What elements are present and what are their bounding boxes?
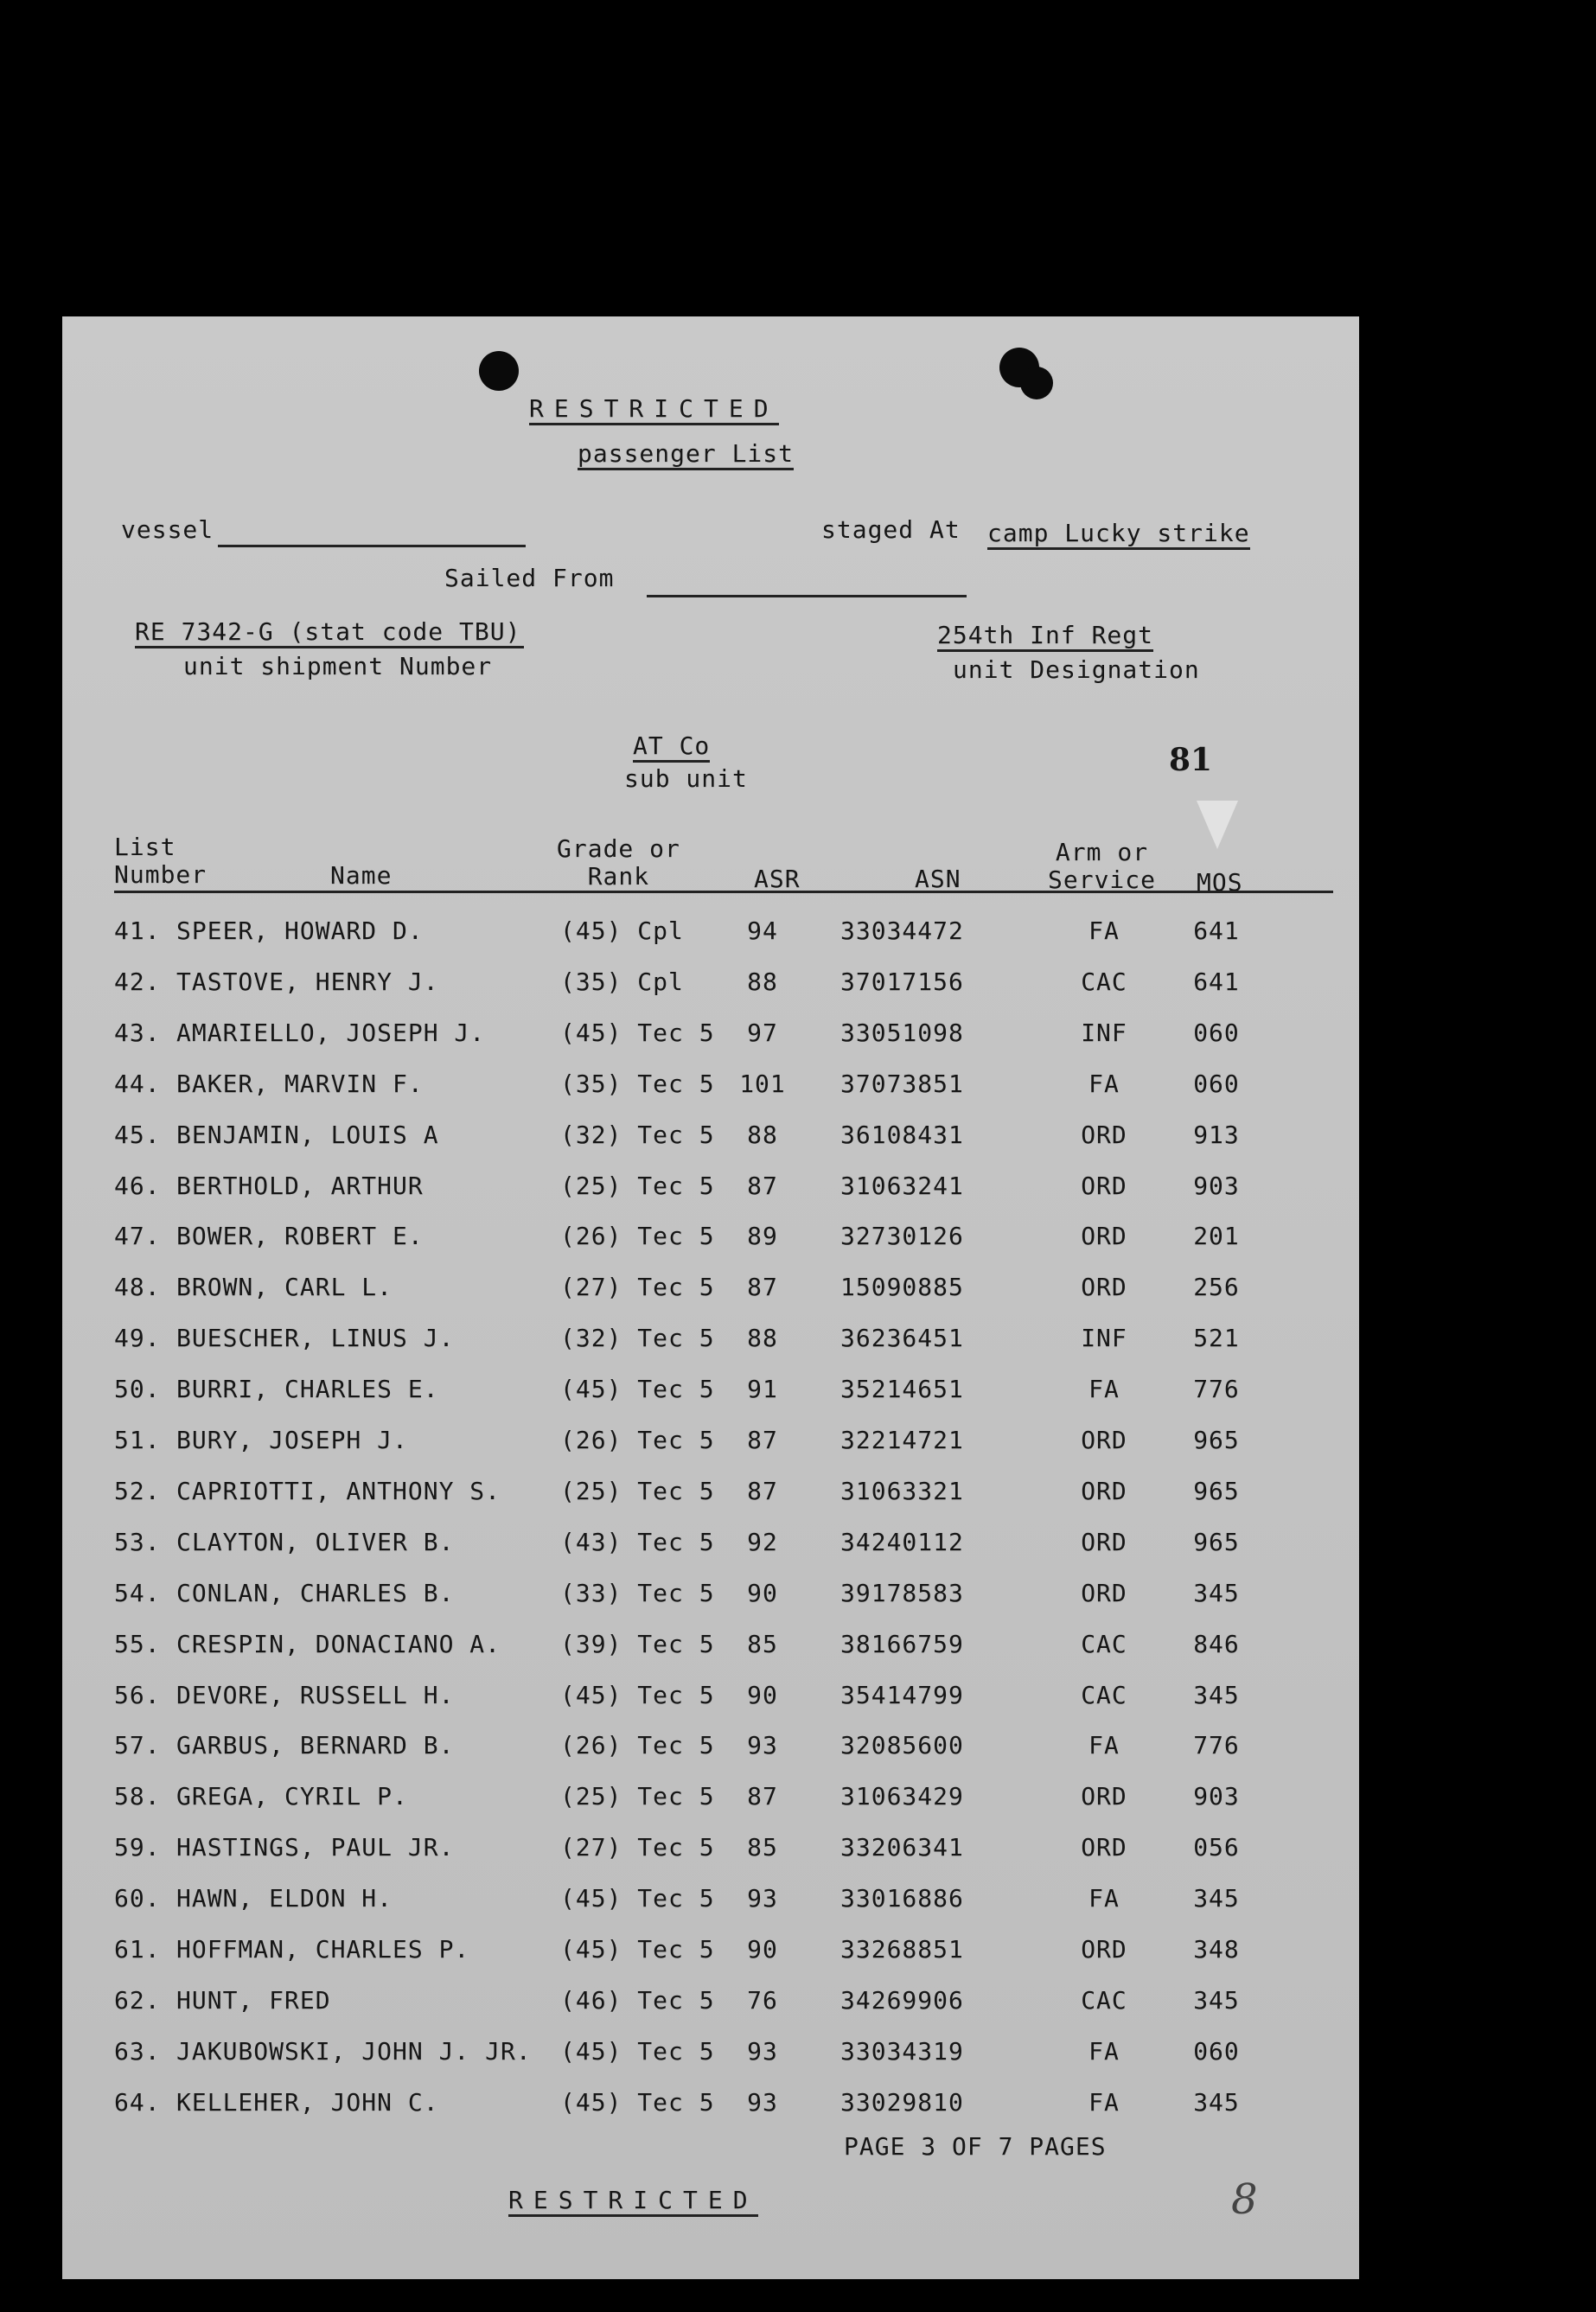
cell-asn: 33268851 [840,1935,964,1964]
table-row [62,1782,1359,1832]
cell-mos: 965 [1193,1476,1240,1505]
cell-arm: CAC [1081,967,1127,996]
cell-asn: 37017156 [840,967,964,996]
table-row [62,1172,1359,1222]
cell-arm: ORD [1081,1222,1127,1251]
cell-name: HASTINGS, PAUL JR. [176,1833,455,1862]
table-row [62,1833,1359,1883]
cell-asr: 88 [747,967,778,996]
table-row [62,1528,1359,1578]
header-list-number: List Number [114,833,207,889]
cell-asr: 92 [747,1527,778,1556]
cell-name: BENJAMIN, LOUIS A [176,1120,439,1149]
cell-mos: 641 [1193,967,1240,996]
cell-grade: (45) Cpl [560,916,684,945]
table-row [62,2037,1359,2087]
cell-asr: 87 [747,1426,778,1454]
cell-grade: (26) Tec 5 [560,1731,715,1760]
cell-mos: 256 [1193,1273,1240,1302]
cell-num: 64. [114,2087,161,2117]
cell-mos: 776 [1193,1375,1240,1404]
cell-asn: 15090885 [840,1273,964,1302]
cell-name: HOFFMAN, CHARLES P. [176,1935,470,1964]
table-row [62,1070,1359,1120]
cell-num: 61. [114,1935,161,1964]
cell-name: BOWER, ROBERT E. [176,1222,424,1251]
document-title: passenger List [578,439,794,470]
cell-grade: (45) Tec 5 [560,1884,715,1913]
cell-asn: 33034319 [840,2036,964,2066]
table-row [62,1681,1359,1731]
cell-grade: (46) Tec 5 [560,1985,715,2015]
cell-asr: 87 [747,1782,778,1811]
cell-arm: FA [1088,2036,1120,2066]
cell-asn: 32085600 [840,1731,964,1760]
cell-asn: 34269906 [840,1985,964,2015]
cell-num: 43. [114,1018,161,1047]
cell-asr: 87 [747,1171,778,1200]
cell-num: 46. [114,1171,161,1200]
cell-name: KELLEHER, JOHN C. [176,2087,439,2117]
cell-asr: 101 [739,1069,786,1098]
cell-asr: 87 [747,1476,778,1505]
cell-num: 55. [114,1629,161,1658]
document-page [62,316,1359,2279]
cell-grade: (27) Tec 5 [560,1273,715,1302]
cell-name: GREGA, CYRIL P. [176,1782,408,1811]
cell-grade: (35) Tec 5 [560,1069,715,1098]
cell-grade: (39) Tec 5 [560,1629,715,1658]
cell-num: 45. [114,1120,161,1149]
cell-arm: ORD [1081,1935,1127,1964]
vessel-label: vessel [121,515,214,544]
header-name: Name [330,861,393,890]
footer-restricted: RESTRICTED [508,2186,758,2217]
cell-name: CLAYTON, OLIVER B. [176,1527,455,1556]
cell-name: BURY, JOSEPH J. [176,1426,408,1454]
cell-name: CONLAN, CHARLES B. [176,1578,455,1607]
cell-asn: 33029810 [840,2087,964,2117]
cell-num: 59. [114,1833,161,1862]
cell-asn: 32214721 [840,1426,964,1454]
table-row [62,1731,1359,1781]
unit-shipment-label: unit shipment Number [183,652,493,680]
cell-arm: FA [1088,1069,1120,1098]
cell-name: CAPRIOTTI, ANTHONY S. [176,1476,501,1505]
cell-asn: 31063321 [840,1476,964,1505]
cell-mos: 056 [1193,1833,1240,1862]
cell-arm: FA [1088,1731,1120,1760]
cell-asr: 93 [747,1731,778,1760]
cell-num: 49. [114,1324,161,1353]
vessel-value [218,515,526,547]
cell-grade: (45) Tec 5 [560,2036,715,2066]
cell-grade: (45) Tec 5 [560,1018,715,1047]
cell-asr: 97 [747,1018,778,1047]
header-mos: MOS [1197,868,1243,897]
cell-num: 58. [114,1782,161,1811]
cell-asn: 33016886 [840,1884,964,1913]
cell-arm: ORD [1081,1476,1127,1505]
cell-arm: FA [1088,916,1120,945]
cell-mos: 913 [1193,1120,1240,1149]
cell-mos: 776 [1193,1731,1240,1760]
table-row [62,1019,1359,1069]
cell-arm: CAC [1081,1680,1127,1709]
cell-asr: 85 [747,1629,778,1658]
cell-grade: (33) Tec 5 [560,1578,715,1607]
cell-mos: 345 [1193,1680,1240,1709]
cell-num: 57. [114,1731,161,1760]
cell-mos: 965 [1193,1426,1240,1454]
header-asn: ASN [915,865,961,893]
cell-grade: (45) Tec 5 [560,1680,715,1709]
cell-asn: 33034472 [840,916,964,945]
cell-arm: FA [1088,1884,1120,1913]
cell-mos: 846 [1193,1629,1240,1658]
cell-num: 44. [114,1069,161,1098]
cell-grade: (43) Tec 5 [560,1527,715,1556]
cell-asn: 31063241 [840,1171,964,1200]
table-row [62,1121,1359,1171]
table-row [62,1579,1359,1629]
cell-arm: INF [1081,1018,1127,1047]
cell-name: BUESCHER, LINUS J. [176,1324,455,1353]
cell-asr: 94 [747,916,778,945]
table-row [62,1630,1359,1680]
header-grade: Grade or Rank [557,834,680,891]
table-row [62,1273,1359,1323]
cell-asn: 34240112 [840,1527,964,1556]
cell-num: 41. [114,916,161,945]
cell-asr: 93 [747,2087,778,2117]
table-row [62,1986,1359,2036]
cell-asr: 93 [747,2036,778,2066]
header-restricted: RESTRICTED [529,394,779,425]
cell-name: DEVORE, RUSSELL H. [176,1680,455,1709]
cell-num: 47. [114,1222,161,1251]
punch-hole-icon [1020,367,1053,399]
unit-designation: 254th Inf Regt [937,621,1153,652]
page-mark: 81 [1169,742,1213,778]
triangle-mark-icon [1197,801,1238,849]
cell-name: TASTOVE, HENRY J. [176,967,439,996]
cell-grade: (32) Tec 5 [560,1324,715,1353]
cell-grade: (26) Tec 5 [560,1222,715,1251]
cell-grade: (45) Tec 5 [560,1935,715,1964]
unit-shipment-number: RE 7342-G (stat code TBU) [135,617,524,648]
cell-arm: CAC [1081,1985,1127,2015]
table-row [62,1426,1359,1476]
cell-name: HAWN, ELDON H. [176,1884,393,1913]
cell-mos: 348 [1193,1935,1240,1964]
sub-unit-label: sub unit [624,764,748,793]
table-row [62,2088,1359,2138]
cell-num: 60. [114,1884,161,1913]
cell-asr: 89 [747,1222,778,1251]
table-row [62,1477,1359,1527]
cell-arm: ORD [1081,1833,1127,1862]
table-row [62,1324,1359,1374]
sailed-label: Sailed From [444,564,615,592]
cell-name: BERTHOLD, ARTHUR [176,1171,424,1200]
table-row [62,1884,1359,1934]
cell-asr: 90 [747,1935,778,1964]
cell-arm: FA [1088,1375,1120,1404]
cell-num: 53. [114,1527,161,1556]
table-row [62,1935,1359,1985]
cell-asn: 35214651 [840,1375,964,1404]
cell-mos: 345 [1193,2087,1240,2117]
cell-mos: 521 [1193,1324,1240,1353]
cell-num: 42. [114,967,161,996]
table-row [62,1222,1359,1272]
cell-asr: 76 [747,1985,778,2015]
cell-asn: 35414799 [840,1680,964,1709]
cell-num: 54. [114,1578,161,1607]
cell-asr: 87 [747,1273,778,1302]
cell-asn: 33206341 [840,1833,964,1862]
cell-asn: 36236451 [840,1324,964,1353]
cell-grade: (35) Cpl [560,967,684,996]
cell-grade: (25) Tec 5 [560,1171,715,1200]
cell-arm: ORD [1081,1527,1127,1556]
cell-grade: (32) Tec 5 [560,1120,715,1149]
cell-asr: 88 [747,1324,778,1353]
cell-num: 51. [114,1426,161,1454]
cell-asr: 90 [747,1578,778,1607]
cell-arm: ORD [1081,1426,1127,1454]
cell-name: BURRI, CHARLES E. [176,1375,439,1404]
cell-grade: (45) Tec 5 [560,1375,715,1404]
cell-num: 52. [114,1476,161,1505]
cell-asr: 85 [747,1833,778,1862]
cell-num: 63. [114,2036,161,2066]
cell-asr: 90 [747,1680,778,1709]
cell-arm: FA [1088,2087,1120,2117]
cell-name: HUNT, FRED [176,1985,331,2015]
cell-asr: 93 [747,1884,778,1913]
cell-name: CRESPIN, DONACIANO A. [176,1629,501,1658]
cell-asn: 37073851 [840,1069,964,1098]
cell-asr: 91 [747,1375,778,1404]
cell-num: 62. [114,1985,161,2015]
cell-name: BAKER, MARVIN F. [176,1069,424,1098]
cell-num: 50. [114,1375,161,1404]
cell-mos: 060 [1193,2036,1240,2066]
table-row [62,1375,1359,1425]
cell-num: 48. [114,1273,161,1302]
punch-hole-icon [479,351,519,391]
cell-asn: 31063429 [840,1782,964,1811]
cell-grade: (25) Tec 5 [560,1476,715,1505]
table-row [62,968,1359,1018]
handwritten-mark: 8 [1231,2175,1258,2224]
cell-name: GARBUS, BERNARD B. [176,1731,455,1760]
cell-mos: 060 [1193,1069,1240,1098]
cell-mos: 641 [1193,916,1240,945]
cell-name: SPEER, HOWARD D. [176,916,424,945]
cell-mos: 903 [1193,1782,1240,1811]
cell-mos: 201 [1193,1222,1240,1251]
cell-arm: INF [1081,1324,1127,1353]
footer-page-count: PAGE 3 OF 7 PAGES [844,2132,1107,2161]
cell-arm: ORD [1081,1120,1127,1149]
cell-num: 56. [114,1680,161,1709]
cell-mos: 060 [1193,1018,1240,1047]
cell-grade: (26) Tec 5 [560,1426,715,1454]
cell-asn: 38166759 [840,1629,964,1658]
sailed-value [647,567,967,597]
cell-asn: 33051098 [840,1018,964,1047]
cell-arm: CAC [1081,1629,1127,1658]
cell-mos: 345 [1193,1578,1240,1607]
cell-asn: 36108431 [840,1120,964,1149]
cell-asr: 88 [747,1120,778,1149]
header-rule [114,891,1333,893]
header-asr: ASR [754,865,801,893]
cell-mos: 965 [1193,1527,1240,1556]
cell-arm: ORD [1081,1273,1127,1302]
cell-mos: 345 [1193,1884,1240,1913]
staged-label: staged At [821,515,961,544]
table-row [62,916,1359,967]
sub-unit-value: AT Co [633,731,710,763]
cell-grade: (27) Tec 5 [560,1833,715,1862]
cell-name: BROWN, CARL L. [176,1273,393,1302]
cell-asn: 39178583 [840,1578,964,1607]
cell-name: JAKUBOWSKI, JOHN J. JR. [176,2036,532,2066]
unit-designation-label: unit Designation [953,655,1200,684]
cell-grade: (45) Tec 5 [560,2087,715,2117]
staged-value: camp Lucky strike [987,519,1250,550]
cell-asn: 32730126 [840,1222,964,1251]
cell-mos: 903 [1193,1171,1240,1200]
cell-arm: ORD [1081,1782,1127,1811]
cell-mos: 345 [1193,1985,1240,2015]
cell-arm: ORD [1081,1578,1127,1607]
header-arm: Arm or Service [1048,838,1157,894]
cell-name: AMARIELLO, JOSEPH J. [176,1018,486,1047]
cell-arm: ORD [1081,1171,1127,1200]
cell-grade: (25) Tec 5 [560,1782,715,1811]
